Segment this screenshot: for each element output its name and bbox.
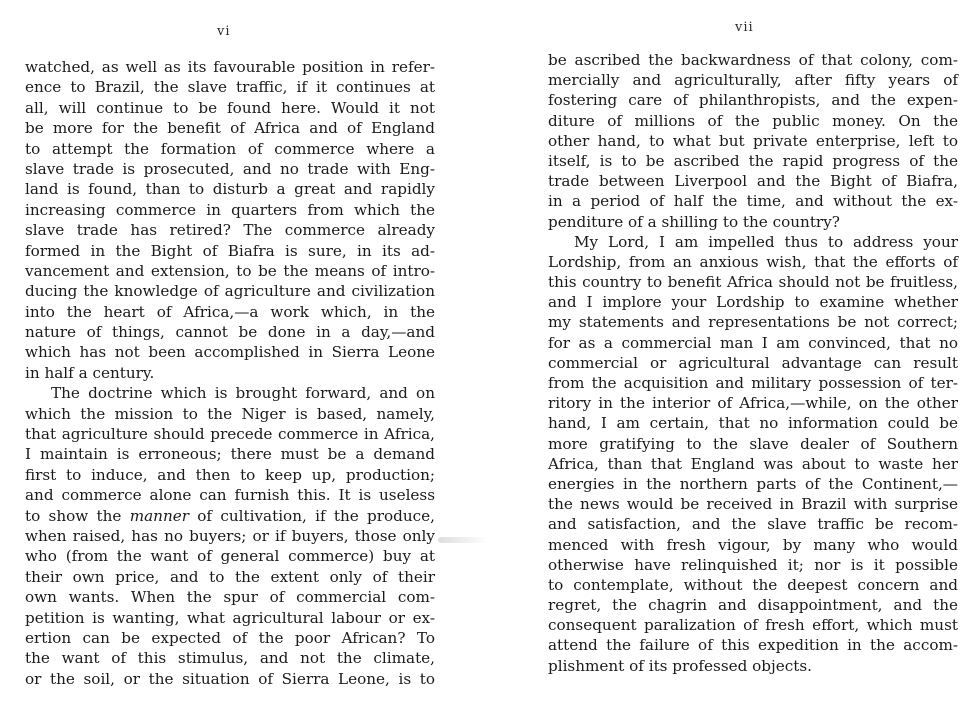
text-line: and I implore your Lordship to examine whether bbox=[548, 293, 958, 312]
text-line: other hand, to what but private enterprise, left to bbox=[548, 131, 958, 150]
text-line: trade between Liverpool and the Bight of Biafra, bbox=[548, 172, 958, 191]
emphasis-line bbox=[25, 506, 435, 526]
text-line: which has not been accomplished in Sierra Leone bbox=[25, 343, 435, 362]
text-line: otherwise have relinquished it; nor is it possible bbox=[548, 555, 958, 574]
text-line: my statements and representations be not correct; bbox=[548, 313, 958, 332]
text-line: ence to Brazil, the slave traffic, if it continues at bbox=[25, 78, 435, 97]
text-line: be ascribed the backwardness of that colony, com- bbox=[548, 51, 958, 69]
italic-word: manner bbox=[129, 506, 189, 525]
text-line: ducing the knowledge of agriculture and civilization bbox=[25, 282, 435, 301]
text-line: the want of this stimulus, and not the climate, bbox=[25, 649, 435, 668]
text-line: itself, is to be ascribed the rapid progress of the bbox=[548, 151, 958, 170]
text-line: vancement and extension, to be the means of intro- bbox=[25, 261, 435, 280]
text-line: ritory in the interior of Africa,—while, on the other bbox=[548, 394, 958, 413]
text-line: and commerce alone can furnish this. It is useless bbox=[25, 486, 435, 505]
text-line: hand, I am certain, that no information could be bbox=[548, 414, 958, 433]
text-line: commercial or agricultural advantage can result bbox=[548, 353, 958, 372]
line-suffix: of cultivation, if the produce, bbox=[189, 506, 435, 525]
text-line: be more for the benefit of Africa and of England bbox=[25, 119, 435, 138]
left-page bbox=[0, 0, 480, 701]
text-line: slave trade has retired? The commerce already bbox=[25, 221, 435, 240]
text-line: Africa, than that England was about to waste her bbox=[548, 454, 958, 473]
text-line: fostering care of philanthropists, and the expen- bbox=[548, 91, 958, 110]
text-line: in a period of half the time, and without the ex- bbox=[548, 192, 958, 211]
text-line: nature of things, cannot be done in a day,—and bbox=[25, 323, 435, 342]
text-line: into the heart of Africa,—a work which, in the bbox=[25, 302, 435, 321]
text-line: regret, the chagrin and disappointment, and the bbox=[548, 596, 958, 615]
gutter-smudge bbox=[438, 537, 488, 543]
text-line: from the acquisition and military possession of ter- bbox=[548, 374, 958, 392]
line-prefix: to show the bbox=[25, 506, 130, 525]
text-line: when raised, has no buyers; or if buyers, those only bbox=[25, 526, 435, 545]
left-page-text bbox=[25, 57, 435, 689]
text-line: formed in the Bight of Biafra is sure, in its ad- bbox=[25, 241, 435, 260]
text-line: to attempt the formation of commerce where a bbox=[25, 139, 435, 158]
paragraph-start-line: My Lord, I am impelled thus to address your bbox=[574, 232, 958, 251]
text-line: menced with fresh vigour, by many who would bbox=[548, 535, 958, 554]
text-line: slave trade is prosecuted, and no trade with Eng- bbox=[25, 159, 435, 178]
text-line: for as a commercial man I am convinced, that no bbox=[548, 333, 958, 352]
text-line: land is found, than to disturb a great and rapidly bbox=[25, 180, 435, 199]
page-number-right: vii bbox=[735, 20, 754, 35]
text-line: ertion can be expected of the poor African? To bbox=[25, 628, 435, 647]
text-line: their own price, and to the extent only of their bbox=[25, 567, 435, 586]
text-line: mercially and agriculturally, after fifty years of bbox=[548, 71, 958, 90]
text-line: attend the failure of this expedition in the accom- bbox=[548, 636, 958, 655]
paragraph-end-line: plishment of its professed objects. bbox=[548, 656, 812, 675]
paragraph-end-line: in half a century. bbox=[25, 363, 155, 382]
text-line: which the mission to the Niger is based, namely, bbox=[25, 404, 435, 423]
page-number-left: vi bbox=[217, 24, 231, 39]
text-line: consequent paralization of fresh effort, which must bbox=[548, 616, 958, 635]
text-line: diture of millions of the public money. On the bbox=[548, 111, 958, 130]
paragraph-end-line: penditure of a shilling to the country? bbox=[548, 212, 840, 231]
text-line: who (from the want of general commerce) buy at bbox=[25, 547, 435, 566]
text-line: that agriculture should precede commerce in Africa, bbox=[25, 425, 435, 444]
text-line: or the soil, or the situation of Sierra Leone, is to bbox=[25, 669, 435, 688]
text-line: Lordship, from an anxious wish, that the efforts of bbox=[548, 252, 958, 271]
text-line: all, will continue to be found here. Would it not bbox=[25, 98, 435, 117]
right-page-text bbox=[548, 50, 958, 676]
text-line: energies in the northern parts of the Continent,— bbox=[548, 474, 958, 493]
paragraph-start-line: The doctrine which is brought forward, and on bbox=[51, 384, 435, 403]
right-page bbox=[490, 0, 980, 701]
text-line: more gratifying to the slave dealer of Southern bbox=[548, 434, 958, 453]
text-line: petition is wanting, what agricultural labour or ex- bbox=[25, 608, 435, 627]
text-line: I maintain is erroneous; there must be a demand bbox=[25, 445, 435, 464]
text-line: first to induce, and then to keep up, production; bbox=[25, 465, 435, 484]
text-line: this country to benefit Africa should not be fruitless, bbox=[548, 273, 958, 292]
text-line: own wants. When the spur of commercial com- bbox=[25, 588, 435, 607]
text-line: increasing commerce in quarters from which the bbox=[25, 200, 435, 219]
text-line: to contemplate, without the deepest concern and bbox=[548, 575, 958, 594]
text-line: and satisfaction, and the slave traffic be recom- bbox=[548, 515, 958, 534]
text-line: watched, as well as its favourable position in refer- bbox=[25, 58, 435, 76]
text-line: the news would be received in Brazil with surprise bbox=[548, 495, 958, 514]
